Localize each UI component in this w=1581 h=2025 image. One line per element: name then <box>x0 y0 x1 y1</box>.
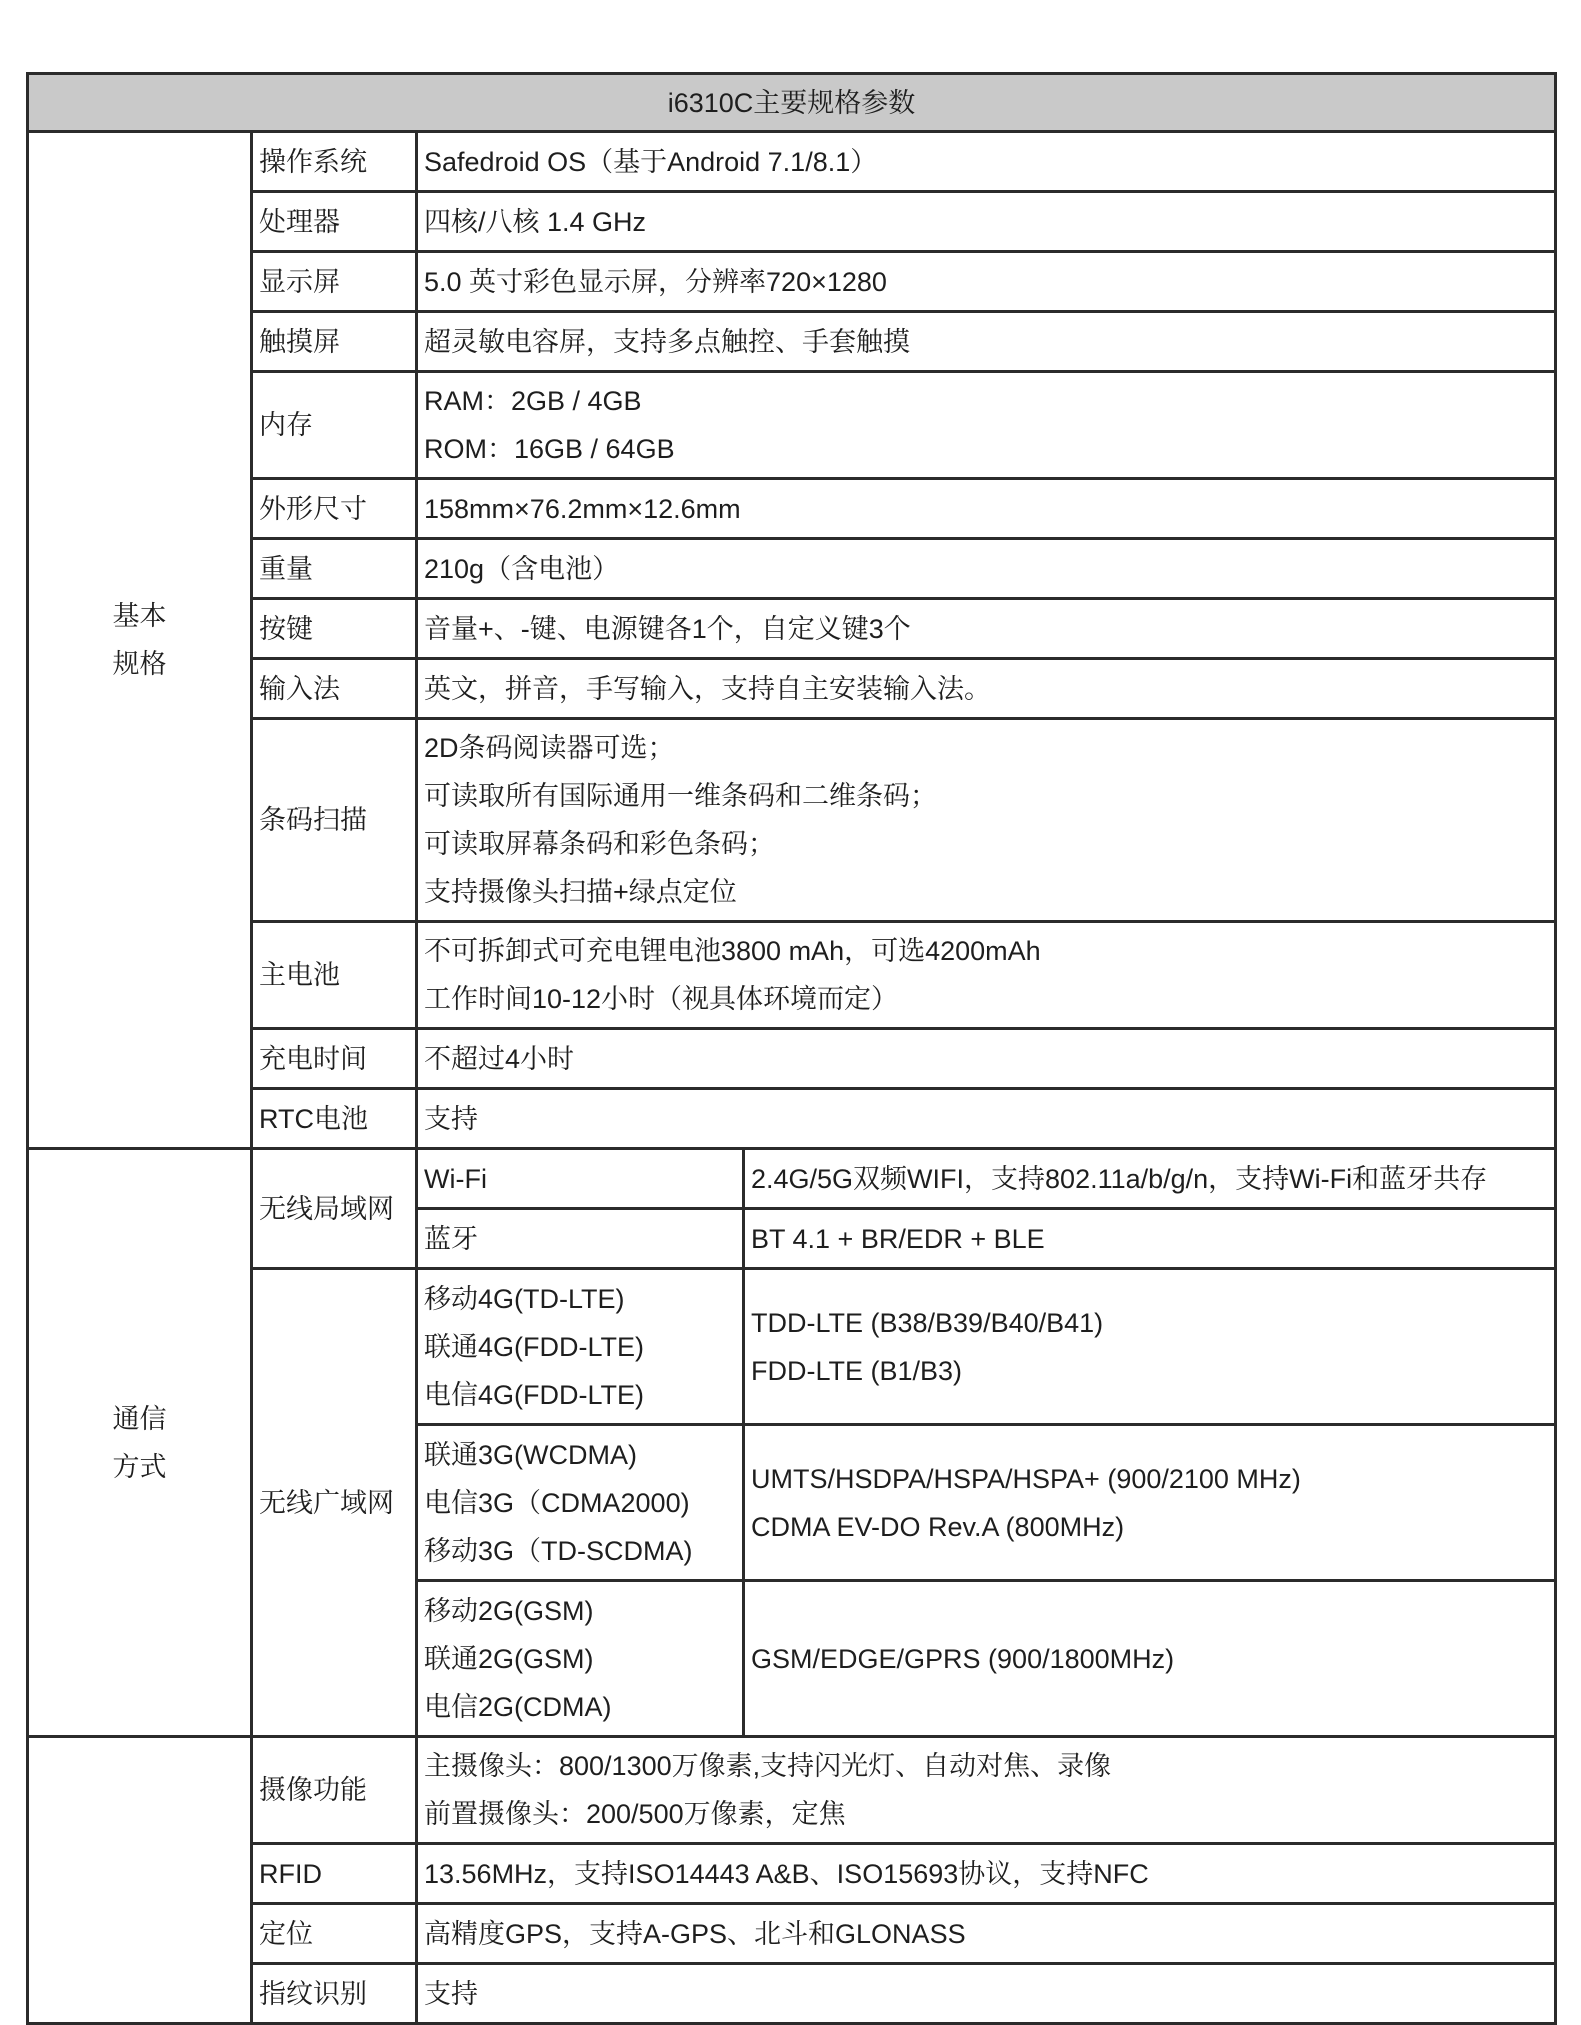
spec-row <box>28 659 1556 719</box>
title-row <box>28 74 1556 132</box>
spec-label: 重量 <box>252 539 417 599</box>
spec-row <box>28 599 1556 659</box>
spec-value: 2.4G/5G双频WIFI，支持802.11a/b/g/n，支持Wi-Fi和蓝牙共存 <box>744 1149 1556 1209</box>
spec-label: 摄像功能 <box>252 1737 417 1844</box>
sub-label: 蓝牙 <box>417 1209 744 1269</box>
spec-row <box>28 479 1556 539</box>
spec-label: RTC电池 <box>252 1089 417 1149</box>
spec-value: RAM：2GB / 4GB ROM：16GB / 64GB <box>417 372 1556 479</box>
spec-row <box>28 132 1556 192</box>
spec-row <box>28 1029 1556 1089</box>
spec-label: 输入法 <box>252 659 417 719</box>
spec-value: 音量+、-键、电源键各1个，自定义键3个 <box>417 599 1556 659</box>
sub-label: Wi-Fi <box>417 1149 744 1209</box>
spec-value: 210g（含电池） <box>417 539 1556 599</box>
spec-value: 英文，拼音，手写输入，支持自主安装输入法。 <box>417 659 1556 719</box>
spec-row <box>28 1904 1556 1964</box>
spec-row <box>28 1737 1556 1844</box>
spec-value: 四核/八核 1.4 GHz <box>417 192 1556 252</box>
spec-row <box>28 1964 1556 2024</box>
sub-label: 移动2G(GSM) 联通2G(GSM) 电信2G(CDMA) <box>417 1581 744 1737</box>
category-label: 通信 <box>112 1403 167 1434</box>
spec-label: 按键 <box>252 599 417 659</box>
spec-label: 触摸屏 <box>252 312 417 372</box>
spec-row <box>28 372 1556 479</box>
spec-value: 支持 <box>417 1089 1556 1149</box>
spec-value: GSM/EDGE/GPRS (900/1800MHz) <box>744 1581 1556 1737</box>
spec-label: 主电池 <box>252 922 417 1029</box>
spec-label: 充电时间 <box>252 1029 417 1089</box>
spec-label: 指纹识别 <box>252 1964 417 2024</box>
spec-label: RFID <box>252 1844 417 1904</box>
spec-value: 不可拆卸式可充电锂电池3800 mAh，可选4200mAh 工作时间10-12小时（视具体环境而定） <box>417 922 1556 1029</box>
spec-value: 2D条码阅读器可选； 可读取所有国际通用一维条码和二维条码； 可读取屏幕条码和彩色条码； 支持摄像头扫描+绿点定位 <box>417 719 1556 922</box>
spec-row <box>28 1149 1556 1209</box>
table-title: i6310C主要规格参数 <box>28 74 1556 132</box>
spec-row <box>28 719 1556 922</box>
spec-value: 13.56MHz，支持ISO14443 A&B、ISO15693协议，支持NFC <box>417 1844 1556 1904</box>
spec-row <box>28 1269 1556 1425</box>
category-comm <box>28 1149 252 1737</box>
category-label: 规格 <box>112 649 167 679</box>
spec-value: BT 4.1 + BR/EDR + BLE <box>744 1209 1556 1269</box>
spec-label: 定位 <box>252 1904 417 1964</box>
spec-value: 158mm×76.2mm×12.6mm <box>417 479 1556 539</box>
spec-row <box>28 312 1556 372</box>
spec-value: 不超过4小时 <box>417 1029 1556 1089</box>
spec-row <box>28 922 1556 1029</box>
spec-label: 内存 <box>252 372 417 479</box>
spec-value: 5.0 英寸彩色显示屏，分辨率720×1280 <box>417 252 1556 312</box>
spec-row <box>28 192 1556 252</box>
category-label: 方式 <box>112 1451 167 1482</box>
spec-value: 超灵敏电容屏，支持多点触控、手套触摸 <box>417 312 1556 372</box>
category-basic <box>28 132 252 1149</box>
spec-value: 主摄像头：800/1300万像素,支持闪光灯、自动对焦、录像 前置摄像头：200/500万像素，定焦 <box>417 1737 1556 1844</box>
spec-row <box>28 1089 1556 1149</box>
sub-label: 移动4G(TD-LTE) 联通4G(FDD-LTE) 电信4G(FDD-LTE) <box>417 1269 744 1425</box>
spec-row <box>28 539 1556 599</box>
spec-value: Safedroid OS（基于Android 7.1/8.1） <box>417 132 1556 192</box>
spec-value: TDD-LTE (B38/B39/B40/B41) FDD-LTE (B1/B3) <box>744 1269 1556 1425</box>
spec-label: 操作系统 <box>252 132 417 192</box>
spec-table <box>26 72 1557 2025</box>
spec-label: 处理器 <box>252 192 417 252</box>
spec-label: 无线广域网 <box>252 1269 417 1737</box>
spec-value: 高精度GPS，支持A-GPS、北斗和GLONASS <box>417 1904 1556 1964</box>
spec-label: 无线局域网 <box>252 1149 417 1269</box>
spec-label: 显示屏 <box>252 252 417 312</box>
spec-value: 支持 <box>417 1964 1556 2024</box>
spec-row <box>28 252 1556 312</box>
sub-label: 联通3G(WCDMA) 电信3G（CDMA2000) 移动3G（TD-SCDMA) <box>417 1425 744 1581</box>
spec-label: 条码扫描 <box>252 719 417 922</box>
spec-label: 外形尺寸 <box>252 479 417 539</box>
spec-row <box>28 1844 1556 1904</box>
category-label: 基本 <box>112 601 167 631</box>
spec-value: UMTS/HSDPA/HSPA/HSPA+ (900/2100 MHz) CDMA EV-DO Rev.A (800MHz) <box>744 1425 1556 1581</box>
category-other <box>28 1737 252 2024</box>
